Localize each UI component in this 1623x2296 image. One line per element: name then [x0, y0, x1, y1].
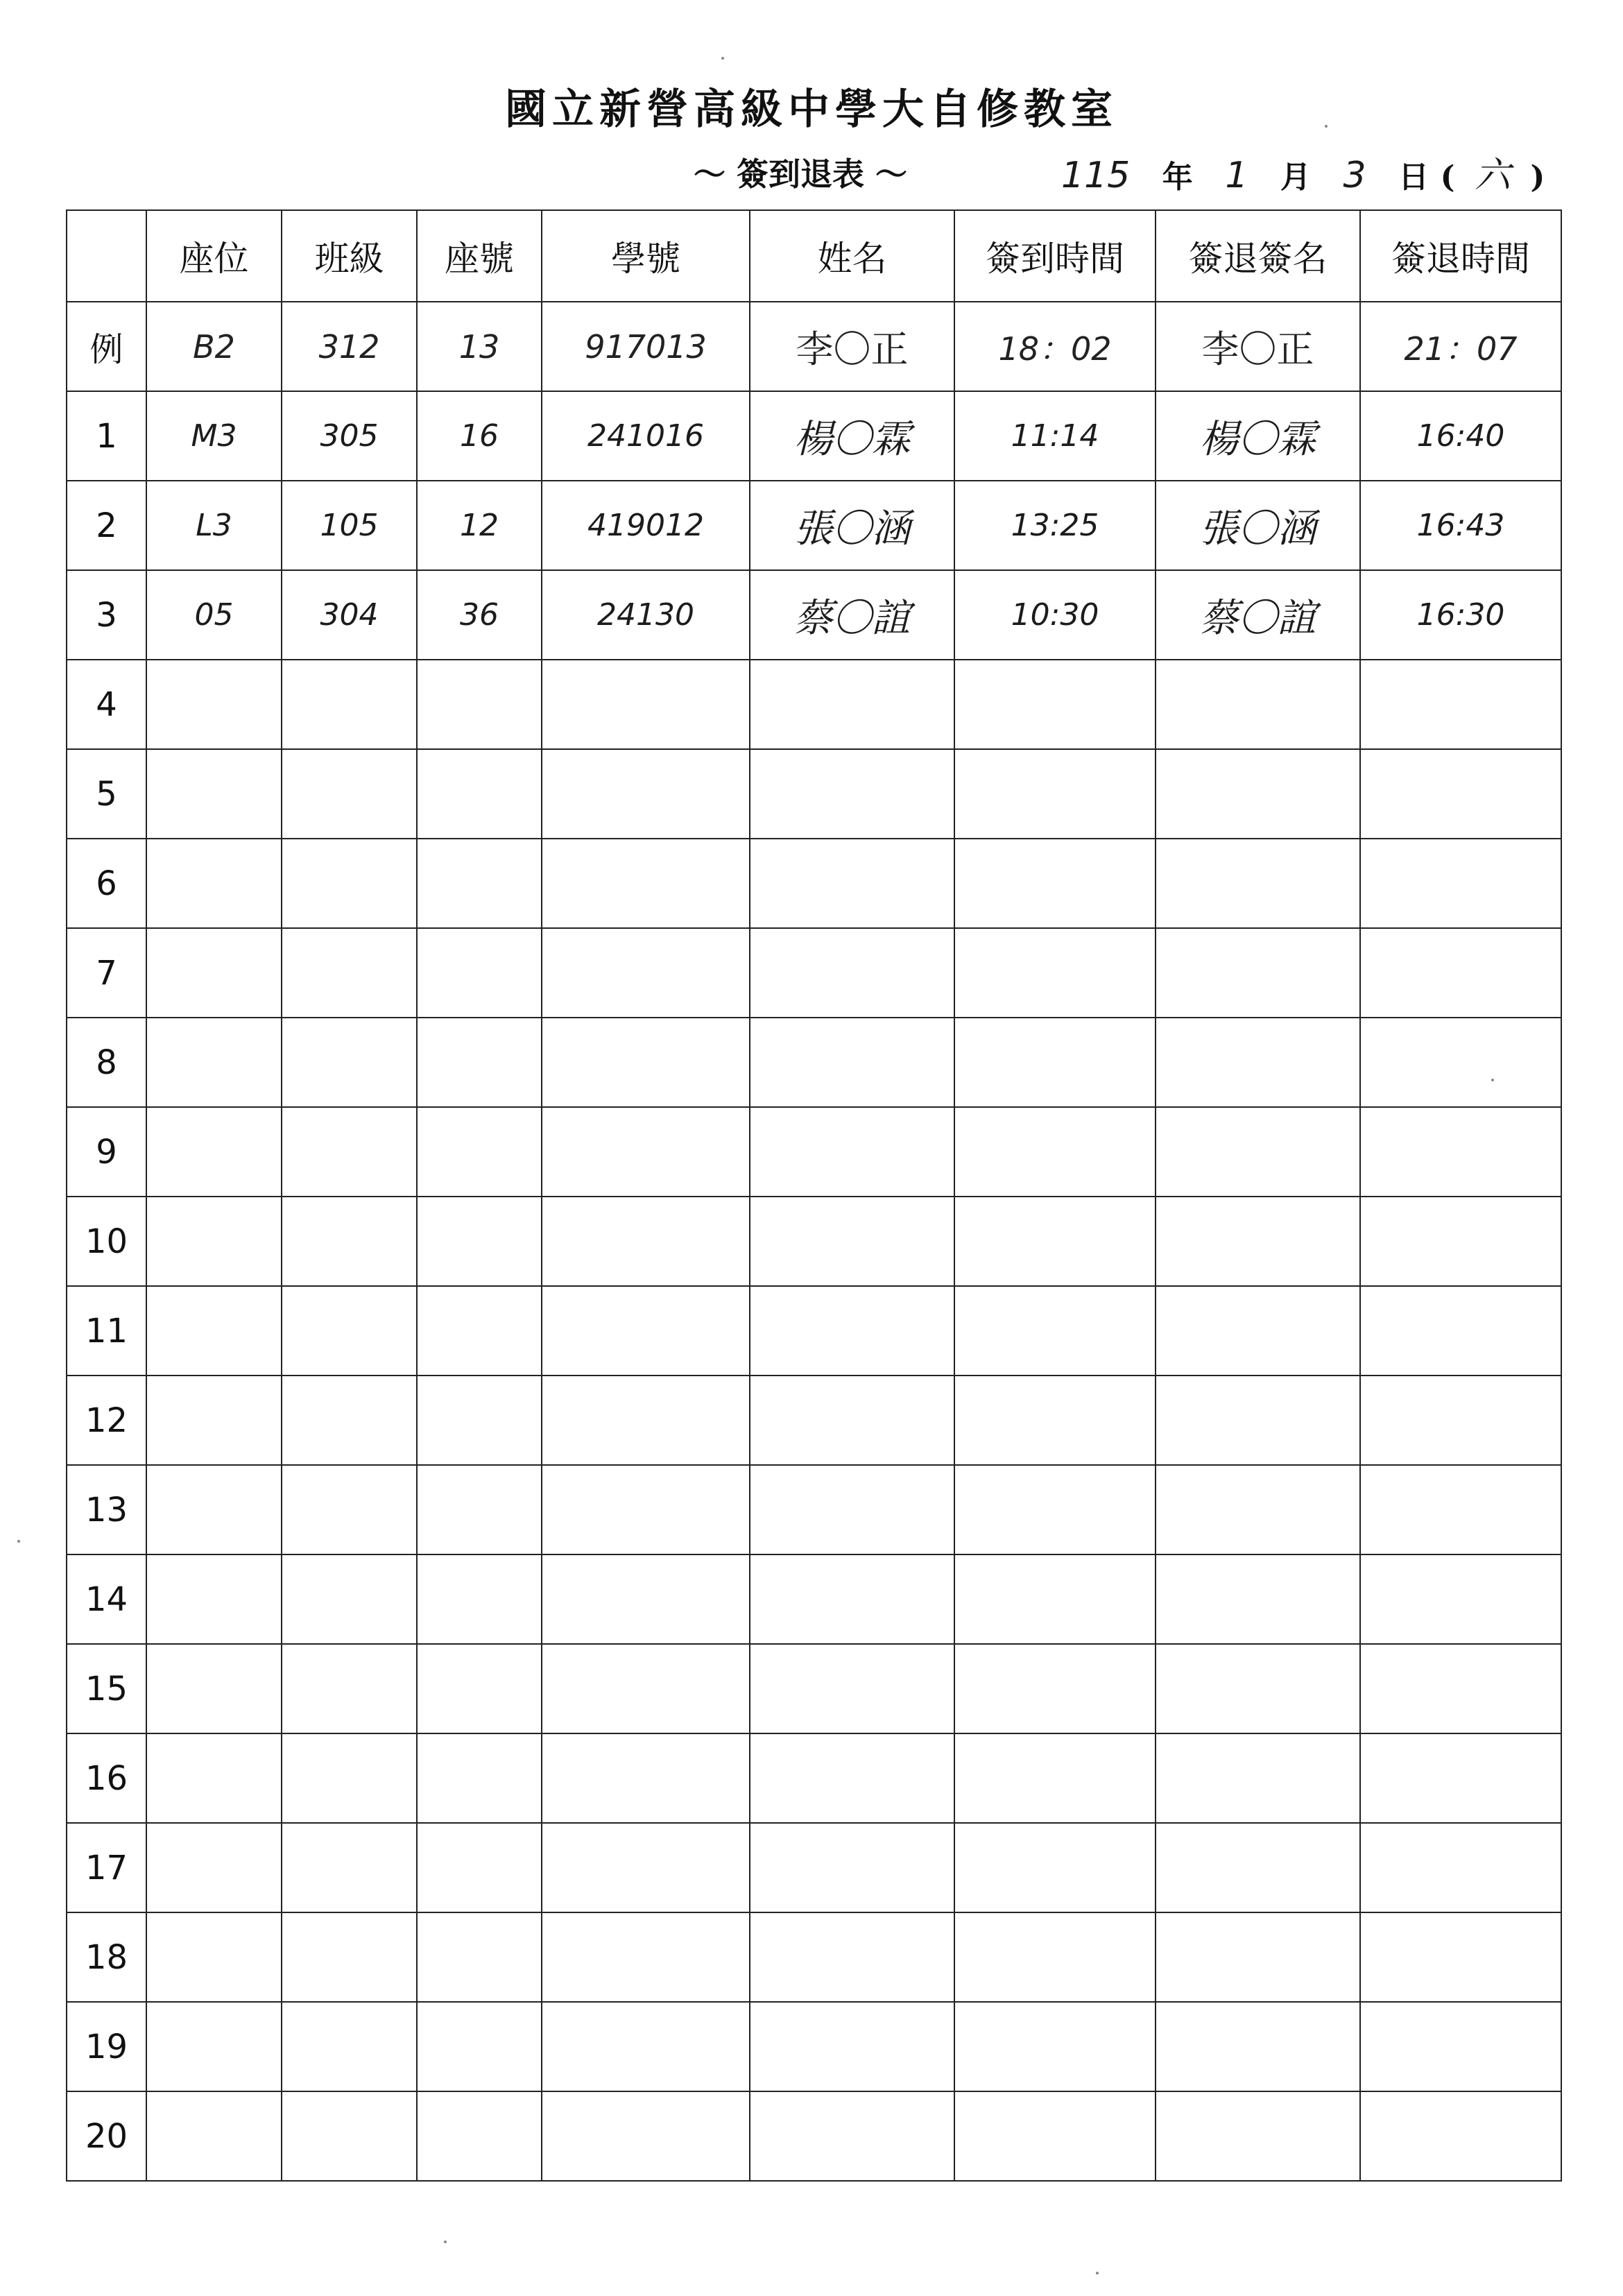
- cell-seat[interactable]: 05: [146, 570, 282, 660]
- cell-student-id[interactable]: [542, 2002, 750, 2091]
- cell-check-out[interactable]: [1360, 1823, 1561, 1912]
- cell-seat[interactable]: M3: [146, 391, 282, 481]
- cell-seat[interactable]: [146, 749, 282, 839]
- cell-name[interactable]: 楊〇霖: [750, 391, 954, 481]
- row-number: 13: [67, 1465, 146, 1554]
- header-cell-student-id: 學號: [542, 210, 750, 302]
- cell-check-in[interactable]: [954, 1554, 1156, 1644]
- cell-class[interactable]: [282, 1018, 417, 1107]
- cell-seat[interactable]: [146, 1733, 282, 1823]
- cell-sign-out-name[interactable]: [1156, 1644, 1360, 1733]
- cell-check-in[interactable]: [954, 1823, 1156, 1912]
- weekday-open-paren: (: [1440, 160, 1455, 195]
- cell-sign-out-name[interactable]: [1156, 1376, 1360, 1465]
- table-row: [67, 839, 1561, 928]
- date-year: 115: [1061, 155, 1131, 196]
- row-number: 2: [67, 481, 146, 570]
- example-check-in: 18：02: [954, 302, 1156, 391]
- cell-name[interactable]: [750, 1197, 954, 1286]
- example-check-out: 21：07: [1360, 302, 1561, 391]
- cell-seat[interactable]: [146, 2002, 282, 2091]
- cell-check-in[interactable]: [954, 2002, 1156, 2091]
- date-line: [1040, 146, 1545, 198]
- cell-student-id[interactable]: [542, 1733, 750, 1823]
- scan-speck: [721, 57, 724, 60]
- cell-student-id[interactable]: [542, 1465, 750, 1554]
- cell-name[interactable]: [750, 2091, 954, 2181]
- table-row: [67, 1733, 1561, 1823]
- cell-check-out[interactable]: [1360, 1197, 1561, 1286]
- cell-sign-out-name[interactable]: 張〇涵: [1156, 481, 1360, 570]
- cell-seat[interactable]: [146, 1912, 282, 2002]
- cell-name[interactable]: [750, 1644, 954, 1733]
- cell-class[interactable]: [282, 928, 417, 1018]
- form-subtitle: ～ 簽到退表 ～: [694, 155, 908, 193]
- table-row: [67, 1018, 1561, 1107]
- cell-check-in[interactable]: [954, 1107, 1156, 1197]
- header-cell-check-in: 簽到時間: [954, 210, 1156, 302]
- row-number: 7: [67, 928, 146, 1018]
- cell-check-in[interactable]: [954, 1286, 1156, 1376]
- scan-speck: [17, 1540, 20, 1543]
- cell-check-out[interactable]: 16:30: [1360, 570, 1561, 660]
- example-name: 李〇正: [750, 302, 954, 391]
- header-cell-check-out: 簽退時間: [1360, 210, 1561, 302]
- cell-student-id[interactable]: [542, 1376, 750, 1465]
- cell-seat-no[interactable]: [417, 660, 542, 749]
- row-number: 19: [67, 2002, 146, 2091]
- cell-student-id[interactable]: [542, 1197, 750, 1286]
- cell-name[interactable]: [750, 839, 954, 928]
- row-number: 8: [67, 1018, 146, 1107]
- header-cell-seat: 座位: [146, 210, 282, 302]
- cell-sign-out-name[interactable]: [1156, 2002, 1360, 2091]
- table-row: [67, 928, 1561, 1018]
- header-cell-class: 班級: [282, 210, 417, 302]
- cell-check-in[interactable]: [954, 1912, 1156, 2002]
- cell-check-out[interactable]: [1360, 839, 1561, 928]
- table-row: [67, 1644, 1561, 1733]
- cell-seat-no[interactable]: [417, 2002, 542, 2091]
- scan-speck: [1096, 2272, 1099, 2274]
- cell-student-id[interactable]: [542, 1107, 750, 1197]
- cell-name[interactable]: [750, 749, 954, 839]
- cell-check-out[interactable]: [1360, 1554, 1561, 1644]
- cell-name[interactable]: [750, 1376, 954, 1465]
- cell-sign-out-name[interactable]: [1156, 660, 1360, 749]
- cell-class[interactable]: [282, 749, 417, 839]
- cell-student-id[interactable]: 24130: [542, 570, 750, 660]
- cell-name[interactable]: [750, 1733, 954, 1823]
- cell-student-id[interactable]: [542, 2091, 750, 2181]
- cell-check-out[interactable]: [1360, 2002, 1561, 2091]
- cell-seat-no[interactable]: [417, 1376, 542, 1465]
- cell-seat[interactable]: [146, 1018, 282, 1107]
- cell-class[interactable]: [282, 660, 417, 749]
- table-row: [67, 1197, 1561, 1286]
- cell-seat-no[interactable]: [417, 1912, 542, 2002]
- cell-check-out[interactable]: [1360, 1107, 1561, 1197]
- cell-class[interactable]: [282, 1465, 417, 1554]
- scan-speck: [1325, 125, 1328, 128]
- cell-seat-no[interactable]: [417, 1554, 542, 1644]
- cell-seat-no[interactable]: [417, 1286, 542, 1376]
- cell-seat-no[interactable]: [417, 1733, 542, 1823]
- cell-class[interactable]: [282, 1823, 417, 1912]
- cell-check-in[interactable]: 11:14: [954, 391, 1156, 481]
- row-number: 14: [67, 1554, 146, 1644]
- cell-name[interactable]: [750, 1018, 954, 1107]
- cell-seat[interactable]: [146, 1823, 282, 1912]
- cell-name[interactable]: 張〇涵: [750, 481, 954, 570]
- row-number: 18: [67, 1912, 146, 2002]
- cell-student-id[interactable]: [542, 749, 750, 839]
- table-row: [67, 1286, 1561, 1376]
- cell-check-in[interactable]: [954, 749, 1156, 839]
- page-title: 國立新營高級中學大自修教室: [505, 85, 1118, 134]
- cell-sign-out-name[interactable]: [1156, 1107, 1360, 1197]
- cell-check-in[interactable]: [954, 1465, 1156, 1554]
- cell-seat-no[interactable]: [417, 1823, 542, 1912]
- table-row: [67, 2002, 1561, 2091]
- cell-sign-out-name[interactable]: [1156, 1733, 1360, 1823]
- cell-seat[interactable]: [146, 1197, 282, 1286]
- month-label: 月: [1280, 160, 1311, 195]
- header-cell-seat-no: 座號: [417, 210, 542, 302]
- cell-seat[interactable]: [146, 928, 282, 1018]
- weekday-close-paren: ): [1530, 160, 1545, 195]
- cell-name[interactable]: 蔡〇誼: [750, 570, 954, 660]
- example-seat: B2: [146, 302, 282, 391]
- date-month: 1: [1225, 155, 1248, 196]
- table-row: [67, 660, 1561, 749]
- example-class: 312: [282, 302, 417, 391]
- cell-name[interactable]: [750, 1107, 954, 1197]
- scan-speck: [1491, 1079, 1494, 1081]
- table-row: [67, 1823, 1561, 1912]
- cell-check-out[interactable]: [1360, 1733, 1561, 1823]
- cell-check-in[interactable]: 13:25: [954, 481, 1156, 570]
- cell-seat[interactable]: [146, 1376, 282, 1465]
- cell-sign-out-name[interactable]: 蔡〇誼: [1156, 570, 1360, 660]
- cell-name[interactable]: [750, 1286, 954, 1376]
- cell-check-out[interactable]: [1360, 1286, 1561, 1376]
- cell-class[interactable]: [282, 1644, 417, 1733]
- scan-speck: [444, 2241, 447, 2243]
- row-number: 6: [67, 839, 146, 928]
- table-row: [67, 481, 1561, 570]
- cell-check-out[interactable]: [1360, 928, 1561, 1018]
- table-row: [67, 1376, 1561, 1465]
- table-row: [67, 1912, 1561, 2002]
- table-row: [67, 391, 1561, 481]
- cell-student-id[interactable]: [542, 1644, 750, 1733]
- cell-sign-out-name[interactable]: [1156, 2091, 1360, 2181]
- cell-seat-no[interactable]: [417, 1644, 542, 1733]
- cell-check-in[interactable]: [954, 2091, 1156, 2181]
- row-number: 1: [67, 391, 146, 481]
- cell-sign-out-name[interactable]: 楊〇霖: [1156, 391, 1360, 481]
- cell-student-id[interactable]: 419012: [542, 481, 750, 570]
- date-weekday: 六: [1475, 155, 1511, 196]
- cell-sign-out-name[interactable]: [1156, 928, 1360, 1018]
- cell-sign-out-name[interactable]: [1156, 1554, 1360, 1644]
- cell-student-id[interactable]: [542, 1286, 750, 1376]
- cell-seat-no[interactable]: 36: [417, 570, 542, 660]
- table-row: [67, 570, 1561, 660]
- cell-check-in[interactable]: [954, 1197, 1156, 1286]
- cell-check-out[interactable]: [1360, 1018, 1561, 1107]
- cell-class[interactable]: [282, 1107, 417, 1197]
- cell-seat[interactable]: L3: [146, 481, 282, 570]
- cell-class[interactable]: [282, 1733, 417, 1823]
- cell-sign-out-name[interactable]: [1156, 1018, 1360, 1107]
- table-row: [67, 1465, 1561, 1554]
- example-seat-no: 13: [417, 302, 542, 391]
- cell-check-out[interactable]: [1360, 1465, 1561, 1554]
- day-label: 日: [1398, 160, 1429, 195]
- cell-class[interactable]: [282, 1912, 417, 2002]
- cell-class[interactable]: [282, 839, 417, 928]
- example-label: 例: [67, 302, 146, 391]
- table-row: [67, 2091, 1561, 2181]
- cell-name[interactable]: [750, 1912, 954, 2002]
- row-number: 3: [67, 570, 146, 660]
- cell-sign-out-name[interactable]: [1156, 1465, 1360, 1554]
- cell-name[interactable]: [750, 1823, 954, 1912]
- example-row: [67, 302, 1561, 391]
- row-number: 20: [67, 2091, 146, 2181]
- row-number: 10: [67, 1197, 146, 1286]
- row-number: 12: [67, 1376, 146, 1465]
- cell-seat[interactable]: [146, 839, 282, 928]
- cell-name[interactable]: [750, 1465, 954, 1554]
- cell-sign-out-name[interactable]: [1156, 749, 1360, 839]
- header-cell-sign-out-name: 簽退簽名: [1156, 210, 1360, 302]
- cell-seat-no[interactable]: [417, 1197, 542, 1286]
- cell-student-id[interactable]: [542, 1554, 750, 1644]
- cell-class[interactable]: [282, 1554, 417, 1644]
- cell-name[interactable]: [750, 928, 954, 1018]
- cell-check-out[interactable]: 16:40: [1360, 391, 1561, 481]
- cell-name[interactable]: [750, 2002, 954, 2091]
- header-cell-name: 姓名: [750, 210, 954, 302]
- cell-seat-no[interactable]: [417, 839, 542, 928]
- row-number: 16: [67, 1733, 146, 1823]
- year-label: 年: [1162, 160, 1193, 195]
- cell-check-in[interactable]: [954, 1644, 1156, 1733]
- cell-class[interactable]: 305: [282, 391, 417, 481]
- cell-seat[interactable]: [146, 1644, 282, 1733]
- cell-seat-no[interactable]: [417, 1465, 542, 1554]
- example-sign-out-name: 李〇正: [1156, 302, 1360, 391]
- cell-check-in[interactable]: [954, 1376, 1156, 1465]
- cell-class[interactable]: [282, 1376, 417, 1465]
- header-row: [67, 210, 1561, 302]
- cell-seat[interactable]: [146, 1286, 282, 1376]
- cell-sign-out-name[interactable]: [1156, 1823, 1360, 1912]
- row-number: 17: [67, 1823, 146, 1912]
- table-row: [67, 1107, 1561, 1197]
- cell-student-id[interactable]: [542, 1912, 750, 2002]
- example-student-id: 917013: [542, 302, 750, 391]
- date-day: 3: [1343, 155, 1366, 196]
- cell-check-out[interactable]: 16:43: [1360, 481, 1561, 570]
- cell-check-out[interactable]: [1360, 749, 1561, 839]
- cell-class[interactable]: 304: [282, 570, 417, 660]
- cell-check-in[interactable]: [954, 1733, 1156, 1823]
- row-number: 15: [67, 1644, 146, 1733]
- cell-check-out[interactable]: [1360, 1644, 1561, 1733]
- table-row: [67, 1554, 1561, 1644]
- cell-class[interactable]: [282, 2002, 417, 2091]
- header-cell-number: [67, 210, 146, 302]
- cell-check-in[interactable]: [954, 839, 1156, 928]
- cell-check-out[interactable]: [1360, 1912, 1561, 2002]
- row-number: 9: [67, 1107, 146, 1197]
- cell-seat-no[interactable]: 16: [417, 391, 542, 481]
- cell-sign-out-name[interactable]: [1156, 839, 1360, 928]
- cell-seat[interactable]: [146, 1465, 282, 1554]
- sign-in-table: [66, 209, 1562, 2182]
- cell-sign-out-name[interactable]: [1156, 1912, 1360, 2002]
- cell-check-out[interactable]: [1360, 2091, 1561, 2181]
- table-row: [67, 749, 1561, 839]
- cell-student-id[interactable]: [542, 1018, 750, 1107]
- cell-check-in[interactable]: [954, 1018, 1156, 1107]
- cell-seat-no[interactable]: 12: [417, 481, 542, 570]
- cell-check-in[interactable]: [954, 928, 1156, 1018]
- row-number: 4: [67, 660, 146, 749]
- cell-class[interactable]: 105: [282, 481, 417, 570]
- cell-student-id[interactable]: [542, 1823, 750, 1912]
- cell-seat-no[interactable]: [417, 749, 542, 839]
- cell-student-id[interactable]: [542, 928, 750, 1018]
- cell-seat[interactable]: [146, 2091, 282, 2181]
- cell-seat-no[interactable]: [417, 928, 542, 1018]
- cell-class[interactable]: [282, 1197, 417, 1286]
- cell-check-in[interactable]: 10:30: [954, 570, 1156, 660]
- cell-check-out[interactable]: [1360, 660, 1561, 749]
- cell-student-id[interactable]: [542, 660, 750, 749]
- cell-name[interactable]: [750, 1554, 954, 1644]
- cell-seat-no[interactable]: [417, 2091, 542, 2181]
- cell-sign-out-name[interactable]: [1156, 1197, 1360, 1286]
- cell-seat-no[interactable]: [417, 1107, 542, 1197]
- row-number: 11: [67, 1286, 146, 1376]
- cell-seat[interactable]: [146, 1107, 282, 1197]
- cell-class[interactable]: [282, 2091, 417, 2181]
- cell-seat[interactable]: [146, 1554, 282, 1644]
- cell-seat-no[interactable]: [417, 1018, 542, 1107]
- cell-student-id[interactable]: [542, 839, 750, 928]
- cell-seat[interactable]: [146, 660, 282, 749]
- cell-student-id[interactable]: 241016: [542, 391, 750, 481]
- cell-check-in[interactable]: [954, 660, 1156, 749]
- row-number: 5: [67, 749, 146, 839]
- cell-name[interactable]: [750, 660, 954, 749]
- cell-class[interactable]: [282, 1286, 417, 1376]
- cell-sign-out-name[interactable]: [1156, 1286, 1360, 1376]
- cell-check-out[interactable]: [1360, 1376, 1561, 1465]
